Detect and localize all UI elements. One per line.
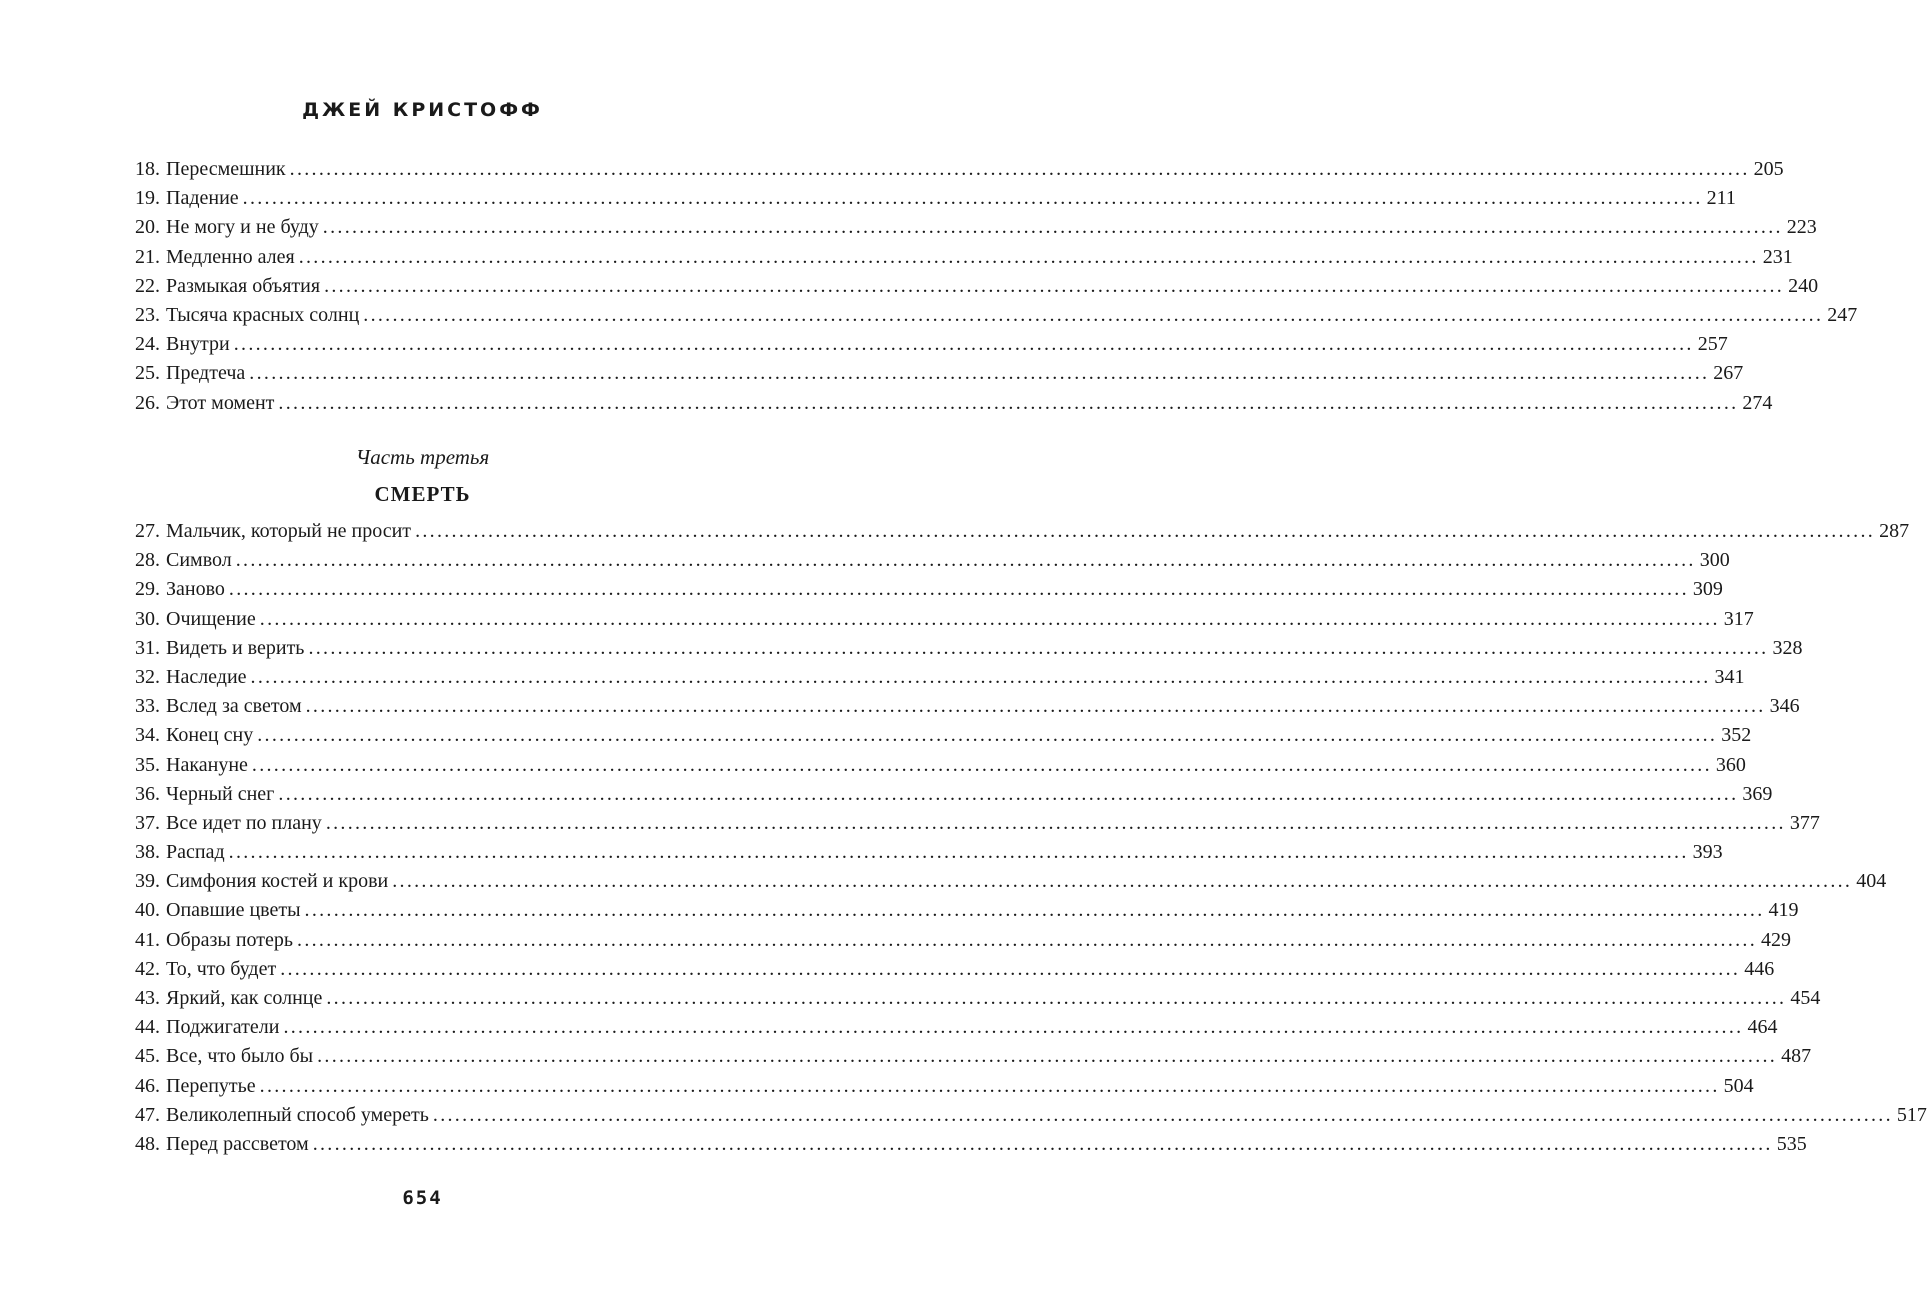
toc-entry-title: Все идет по плану: [166, 811, 322, 834]
toc-entry-page: 205: [1753, 158, 1784, 180]
toc-entry-title: Мальчик, который не просит: [166, 520, 412, 542]
toc-entry: [135, 1130, 1807, 1159]
dot-leader: ........................................................................................................................................................................................................: [322, 216, 1783, 239]
toc-entry: [135, 575, 1723, 604]
toc-entry-page: 404: [1856, 870, 1887, 893]
toc-entry: [135, 213, 1817, 242]
dot-leader: ........................................................................................................................................................................................................: [228, 578, 1689, 601]
part-label: Часть третья: [355, 445, 490, 469]
toc-entry-page: 446: [1744, 957, 1775, 980]
dot-leader: ........................................................................................................................................................................................................: [363, 303, 1824, 326]
toc-entry-number: 36.: [135, 782, 160, 805]
toc-entry-title: Опавшие цветы: [166, 899, 301, 922]
toc-entry-page: 223: [1786, 216, 1817, 239]
dot-leader: ........................................................................................................................................................................................................: [432, 1103, 1893, 1126]
dot-leader: ........................................................................................................................................................................................................: [278, 391, 1739, 414]
toc-entry-page: 300: [1699, 549, 1730, 572]
toc-entry-number: 43.: [135, 987, 160, 1009]
toc-entry-title: Не могу и не буду: [166, 216, 319, 239]
toc-entry: [135, 984, 1821, 1013]
toc-entry-page: 240: [1788, 274, 1819, 297]
toc-entry: [135, 359, 1744, 388]
toc-entry-page: 517: [1896, 1103, 1927, 1126]
toc-entry-title: Падение: [166, 187, 239, 210]
toc-entry-page: 464: [1747, 1016, 1778, 1039]
toc-list-part-three: [135, 517, 1927, 1159]
toc-entry-page: 231: [1762, 245, 1793, 268]
toc-entry-page: 377: [1789, 811, 1820, 834]
toc-entry-title: Распад: [166, 841, 225, 864]
toc-entry-title: Внутри: [166, 333, 230, 356]
toc-entry: [135, 517, 1910, 546]
toc-list-part-two: [135, 155, 1858, 418]
toc-entry-number: 41.: [135, 928, 160, 951]
toc-entry: [135, 721, 1752, 750]
toc-entry: [135, 838, 1723, 867]
toc-entry-number: 19.: [135, 187, 160, 210]
toc-entry-title: Накануне: [166, 753, 248, 776]
toc-entry-page: 287: [1879, 520, 1910, 542]
dot-leader: ........................................................................................................................................................................................................: [305, 695, 1766, 718]
dot-leader: ........................................................................................................................................................................................................: [242, 187, 1703, 210]
dot-leader: ........................................................................................................................................................................................................: [249, 362, 1710, 385]
dot-leader: ........................................................................................................................................................................................................: [235, 549, 1696, 572]
toc-entry-page: 393: [1692, 841, 1723, 864]
toc-entry: [135, 1013, 1778, 1042]
toc-entry-title: Поджигатели: [166, 1016, 280, 1039]
dot-leader: ........................................................................................................................................................................................................: [250, 665, 1711, 688]
toc-entry: [135, 546, 1730, 575]
toc-entry: [135, 330, 1728, 359]
toc-entry-page: 535: [1776, 1132, 1807, 1155]
toc-entry: [135, 272, 1819, 301]
toc-entry-number: 38.: [135, 841, 160, 864]
toc-entry-page: 341: [1714, 665, 1745, 688]
toc-entry-page: 454: [1790, 987, 1821, 1009]
toc-entry: [135, 155, 1784, 184]
dot-leader: ........................................................................................................................................................................................................: [304, 899, 1765, 922]
toc-entry-title: Этот момент: [166, 391, 275, 414]
toc-entry-page: 309: [1692, 578, 1723, 601]
dot-leader: ........................................................................................................................................................................................................: [251, 753, 1712, 776]
toc-entry: [135, 867, 1887, 896]
dot-leader: ........................................................................................................................................................................................................: [283, 1016, 1744, 1039]
toc-entry-number: 39.: [135, 870, 160, 893]
toc-entry-title: Симфония костей и крови: [166, 870, 389, 893]
toc-entry-title: Тысяча красных солнц: [166, 303, 360, 326]
toc-entry-title: Черный снег: [166, 782, 275, 805]
toc-entry-number: 28.: [135, 549, 160, 572]
toc-entry-number: 34.: [135, 724, 160, 747]
toc-entry: [135, 605, 1754, 634]
toc-entry-page: 267: [1713, 362, 1744, 385]
toc-entry-title: Заново: [166, 578, 225, 601]
toc-entry: [135, 243, 1793, 272]
toc-entry-number: 18.: [135, 158, 160, 180]
toc-entry-number: 24.: [135, 333, 160, 356]
toc-entry-page: 274: [1742, 391, 1773, 414]
toc-entry: [135, 1072, 1754, 1101]
toc-entry-title: Великолепный способ умереть: [166, 1103, 429, 1126]
toc-entry: [135, 926, 1792, 955]
toc-entry: [135, 389, 1773, 418]
toc-entry: [135, 780, 1773, 809]
dot-leader: ........................................................................................................................................................................................................: [233, 333, 1694, 356]
toc-entry-number: 21.: [135, 245, 160, 268]
toc-entry-title: Перепутье: [166, 1074, 256, 1097]
toc-entry: [135, 751, 1746, 780]
dot-leader: ........................................................................................................................................................................................................: [228, 841, 1689, 864]
dot-leader: ........................................................................................................................................................................................................: [326, 987, 1787, 1009]
toc-entry-title: Предтеча: [166, 362, 246, 385]
toc-entry-page: 429: [1761, 928, 1792, 951]
toc-entry-title: Наследие: [166, 665, 247, 688]
toc-entry-page: 247: [1827, 303, 1858, 326]
dot-leader: ........................................................................................................................................................................................................: [324, 274, 1785, 297]
toc-entry-number: 26.: [135, 391, 160, 414]
dot-leader: ........................................................................................................................................................................................................: [298, 245, 1759, 268]
toc-entry-page: 360: [1715, 753, 1746, 776]
toc-entry-number: 20.: [135, 216, 160, 239]
toc-entry-title: То, что будет: [166, 957, 277, 980]
toc-entry-number: 30.: [135, 607, 160, 630]
toc-entry: [135, 1042, 1812, 1071]
toc-entry-number: 25.: [135, 362, 160, 385]
toc-entry-number: 22.: [135, 274, 160, 297]
toc-entry: [135, 1101, 1927, 1130]
dot-leader: ........................................................................................................................................................................................................: [278, 782, 1739, 805]
toc-entry-title: Медленно алея: [166, 245, 295, 268]
dot-leader: ........................................................................................................................................................................................................: [312, 1132, 1773, 1155]
toc-entry-page: 487: [1781, 1045, 1812, 1068]
toc-entry-page: 328: [1772, 636, 1803, 659]
dot-leader: ........................................................................................................................................................................................................: [289, 158, 1750, 180]
dot-leader: ........................................................................................................................................................................................................: [415, 520, 1876, 542]
toc-entry-number: 23.: [135, 303, 160, 326]
toc-entry-number: 33.: [135, 695, 160, 718]
toc-entry-title: Символ: [166, 549, 232, 572]
toc-entry-title: Яркий, как солнце: [166, 987, 323, 1009]
toc-entry-number: 42.: [135, 957, 160, 980]
toc-entry-title: Размыкая объятия: [166, 274, 321, 297]
toc-entry-number: 40.: [135, 899, 160, 922]
toc-entry-title: Вслед за светом: [166, 695, 302, 718]
toc-entry-number: 46.: [135, 1074, 160, 1097]
toc-entry-number: 45.: [135, 1045, 160, 1068]
toc-entry-title: Очищение: [166, 607, 256, 630]
toc-entry: [135, 184, 1736, 213]
running-header-author: ДЖЕЙ КРИСТОФФ: [302, 99, 543, 121]
toc-entry-number: 35.: [135, 753, 160, 776]
toc-entry-page: 369: [1742, 782, 1773, 805]
page-number: 654: [402, 1187, 443, 1209]
toc-entry: [135, 896, 1799, 925]
toc-entry-title: Перед рассветом: [166, 1132, 309, 1155]
toc-entry: [135, 955, 1775, 984]
dot-leader: ........................................................................................................................................................................................................: [325, 811, 1786, 834]
toc-entry-number: 31.: [135, 636, 160, 659]
toc-entry-page: 352: [1721, 724, 1752, 747]
dot-leader: ........................................................................................................................................................................................................: [259, 607, 1720, 630]
toc-entry-number: 47.: [135, 1103, 160, 1126]
dot-leader: ........................................................................................................................................................................................................: [317, 1045, 1778, 1068]
toc-entry-page: 419: [1768, 899, 1799, 922]
dot-leader: ........................................................................................................................................................................................................: [392, 870, 1853, 893]
dot-leader: ........................................................................................................................................................................................................: [308, 636, 1769, 659]
dot-leader: ........................................................................................................................................................................................................: [280, 957, 1741, 980]
toc-entry: [135, 301, 1858, 330]
toc-entry-title: Образы потерь: [166, 928, 294, 951]
toc-entry-page: 211: [1706, 187, 1736, 210]
dot-leader: ........................................................................................................................................................................................................: [257, 724, 1718, 747]
toc-entry-title: Конец сну: [166, 724, 254, 747]
dot-leader: ........................................................................................................................................................................................................: [259, 1074, 1720, 1097]
part-title: СМЕРТЬ: [374, 482, 471, 506]
toc-entry-number: 32.: [135, 665, 160, 688]
toc-entry-number: 48.: [135, 1132, 160, 1155]
toc-entry-page: 346: [1769, 695, 1800, 718]
toc-entry-number: 29.: [135, 578, 160, 601]
toc-entry-title: Пересмешник: [166, 158, 286, 180]
toc-entry-number: 37.: [135, 811, 160, 834]
toc-entry: [135, 809, 1820, 838]
toc-entry-page: 317: [1723, 607, 1754, 630]
dot-leader: ........................................................................................................................................................................................................: [297, 928, 1758, 951]
toc-entry-title: Видеть и верить: [166, 636, 305, 659]
toc-entry-number: 44.: [135, 1016, 160, 1039]
toc-entry-number: 27.: [135, 520, 160, 542]
toc-entry-page: 504: [1723, 1074, 1754, 1097]
toc-entry-title: Все, что было бы: [166, 1045, 314, 1068]
toc-entry: [135, 634, 1803, 663]
toc-entry: [135, 663, 1745, 692]
toc-entry-page: 257: [1697, 333, 1728, 356]
toc-entry: [135, 692, 1800, 721]
